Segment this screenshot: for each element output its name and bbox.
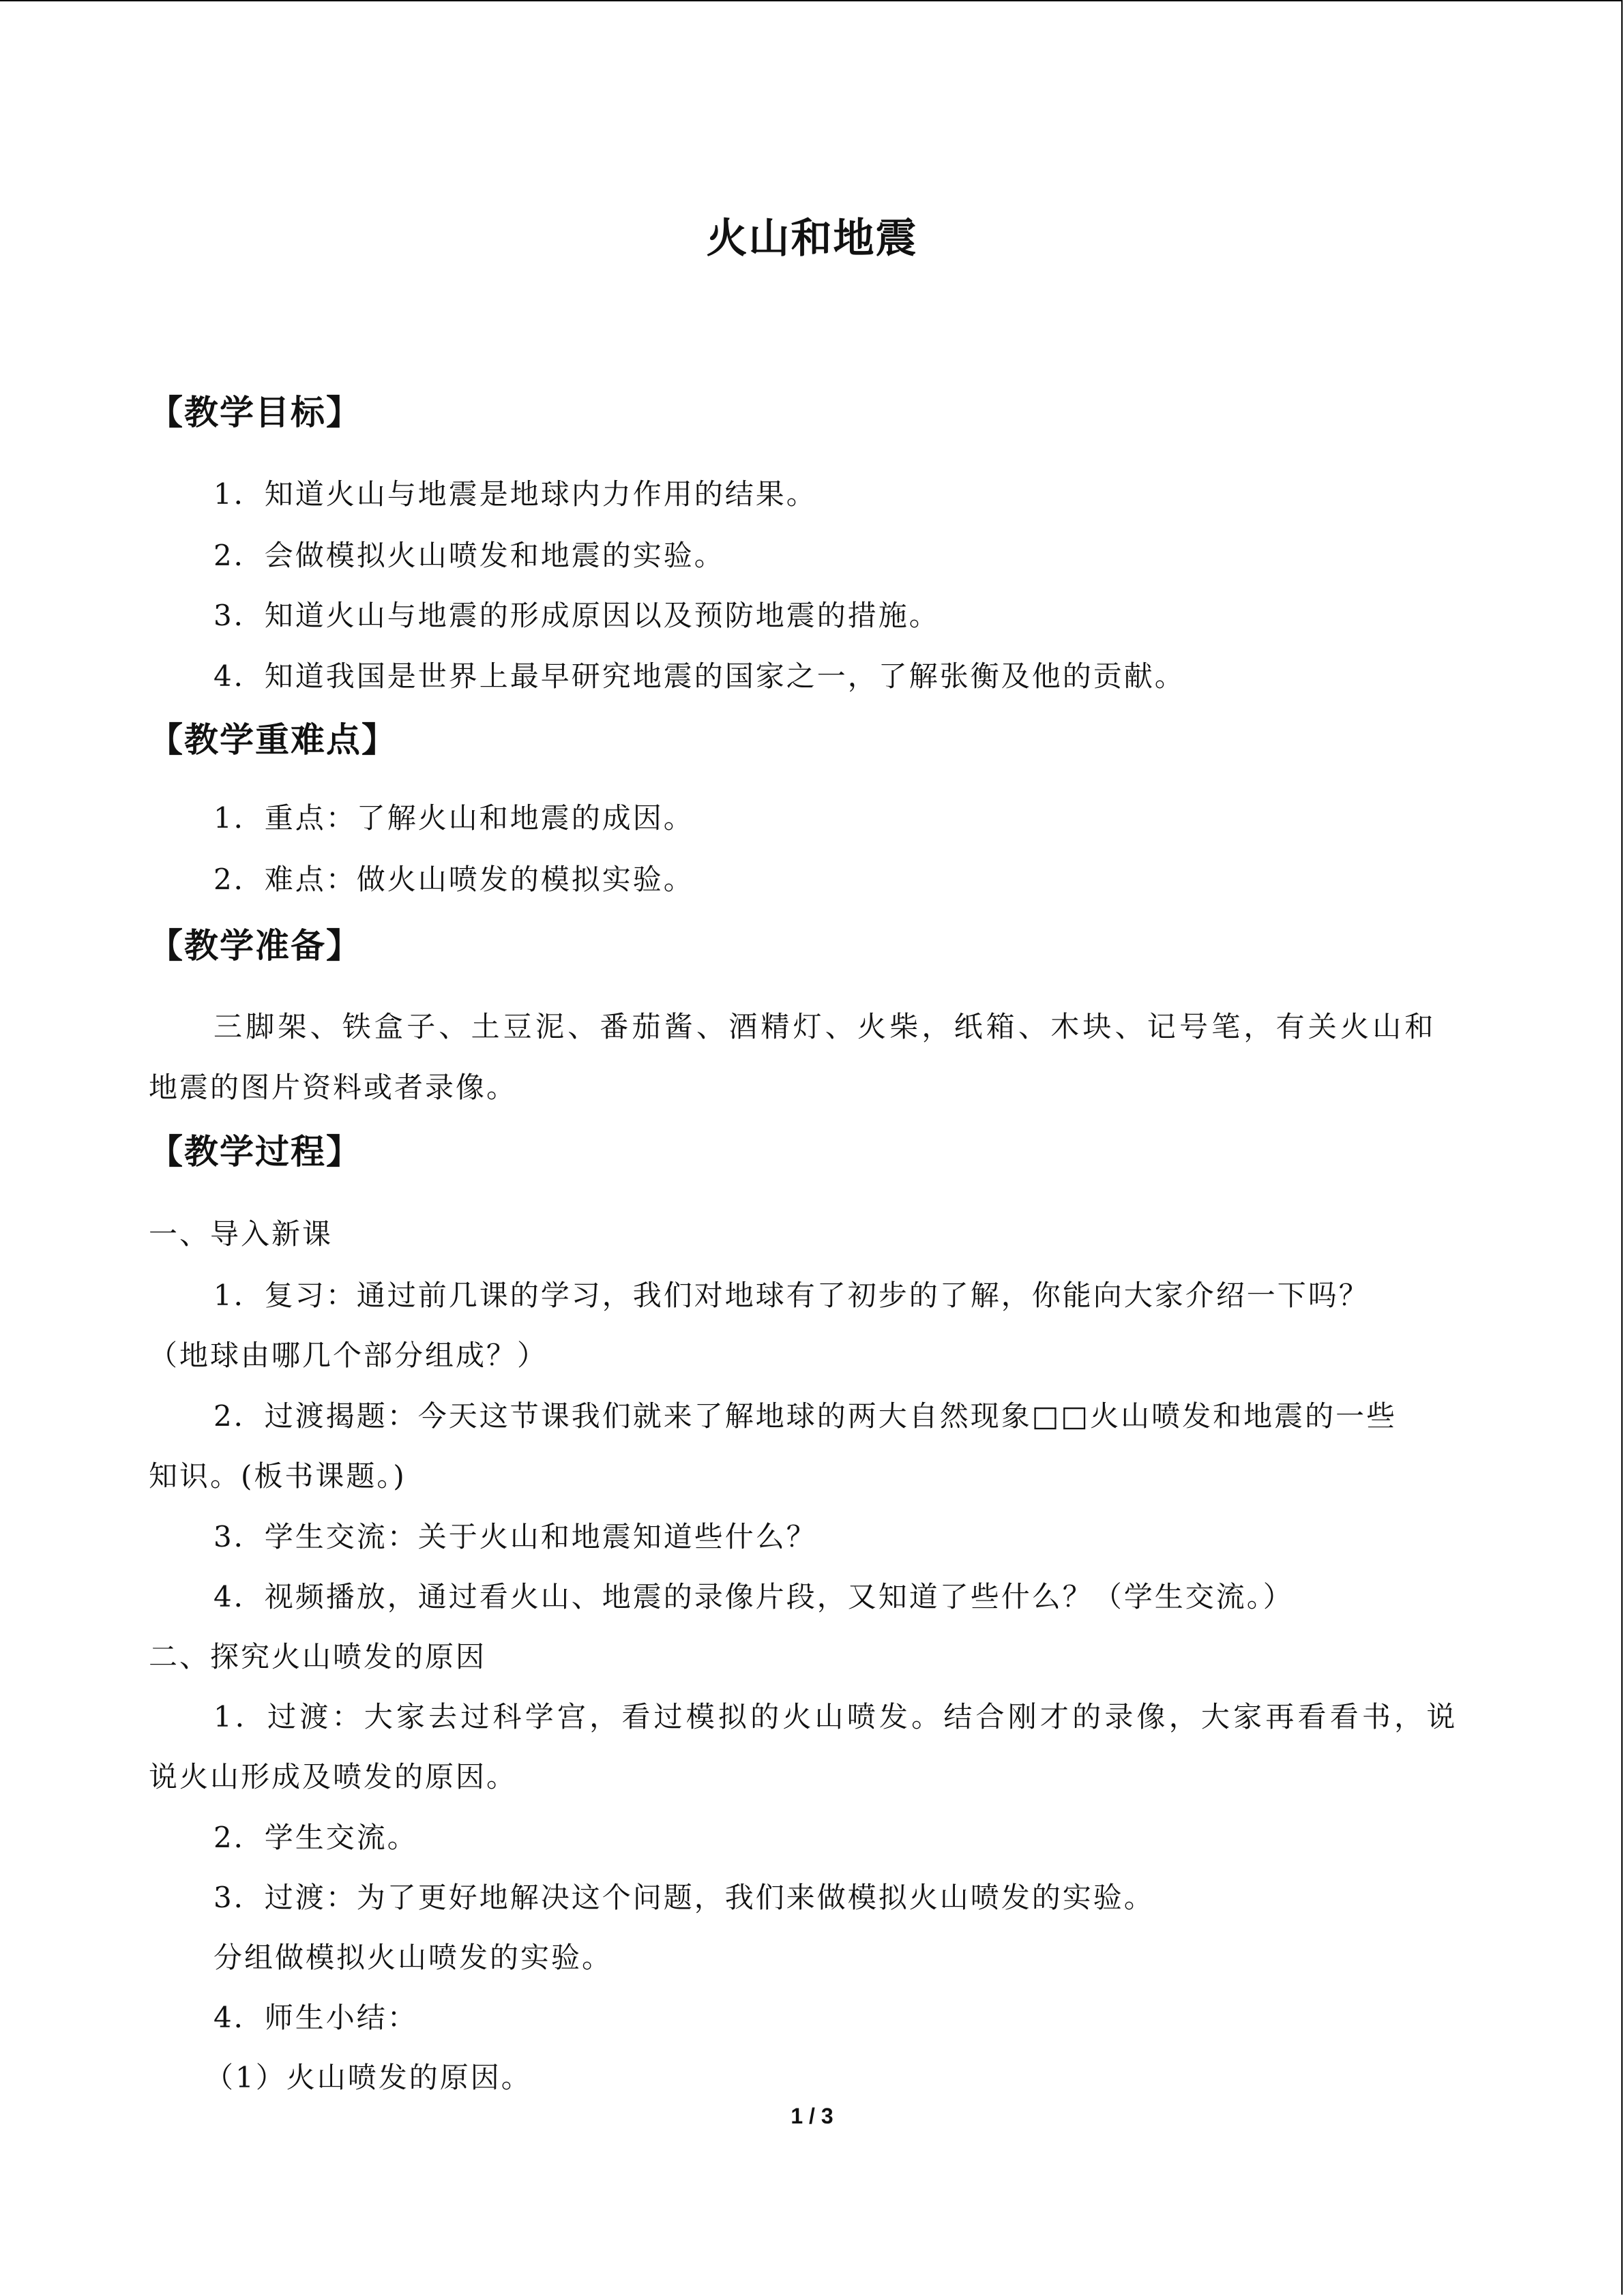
process-line: 4．视频播放，通过看火山、地震的录像片段，又知道了些什么？（学生交流。） [213, 1580, 1294, 1613]
section-heading-goals: 【教学目标】 [149, 393, 361, 432]
goal-item: 2．会做模拟火山喷发和地震的实验。 [213, 539, 725, 572]
section-heading-preparation: 【教学准备】 [149, 926, 361, 966]
section-heading-key-points: 【教学重难点】 [149, 720, 397, 760]
goal-item: 1．知道火山与地震是地球内力作用的结果。 [213, 477, 817, 511]
process-line: 2．学生交流。 [213, 1821, 418, 1854]
part-title: 二、探究火山喷发的原因 [149, 1640, 487, 1673]
process-line: 说火山形成及喷发的原因。 [149, 1760, 518, 1793]
process-line: 1．复习：通过前几课的学习，我们对地球有了初步的了解，你能向大家介绍一下吗？ [213, 1279, 1370, 1312]
process-line: （1）火山喷发的原因。 [205, 2061, 532, 2094]
process-line: 2．过渡揭题：今天这节课我们就来了解地球的两大自然现象□□火山喷发和地震的一些 [213, 1399, 1398, 1433]
process-line: 1．过渡：大家去过科学宫，看过模拟的火山喷发。结合刚才的录像，大家再看看书，说 [213, 1700, 1459, 1733]
process-line: 3．学生交流：关于火山和地震知道些什么？ [213, 1520, 817, 1553]
section-heading-process: 【教学过程】 [149, 1132, 361, 1172]
process-line: 4．师生小结： [213, 2001, 418, 2034]
key-point-item: 2．难点：做火山喷发的模拟实验。 [213, 863, 694, 896]
document-title: 火山和地震 [706, 215, 918, 263]
process-line: （地球由哪几个部分组成？） [149, 1339, 548, 1372]
preparation-line: 三脚架、铁盒子、土豆泥、番茄酱、酒精灯、火柴，纸箱、木块、记号笔，有关火山和 [213, 1010, 1437, 1043]
goal-item: 4．知道我国是世界上最早研究地震的国家之一，了解张衡及他的贡献。 [213, 659, 1185, 693]
process-line: 分组做模拟火山喷发的实验。 [213, 1941, 613, 1974]
key-point-item: 1．重点：了解火山和地震的成因。 [213, 801, 694, 835]
page-number: 1 / 3 [791, 2104, 833, 2128]
process-line: 知识。(板书课题。) [149, 1459, 407, 1493]
process-line: 3．过渡：为了更好地解决这个问题，我们来做模拟火山喷发的实验。 [213, 1881, 1155, 1914]
part-title: 一、导入新课 [149, 1217, 334, 1251]
preparation-line: 地震的图片资料或者录像。 [149, 1071, 518, 1104]
goal-item: 3．知道火山与地震的形成原因以及预防地震的措施。 [213, 599, 940, 632]
